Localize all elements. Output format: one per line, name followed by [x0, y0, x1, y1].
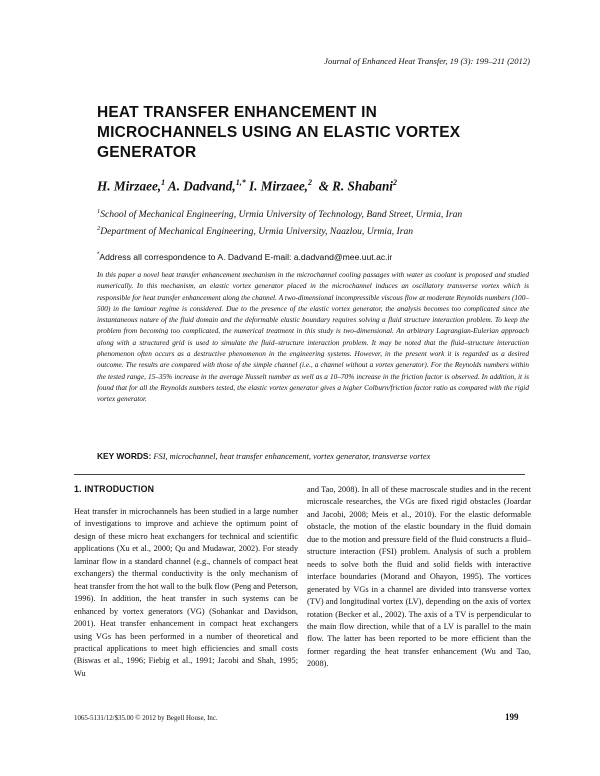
author-4-affil: 2	[392, 178, 397, 187]
author-1-affil: 1	[161, 178, 166, 187]
affiliation-1-text: School of Mechanical Engineering, Urmia University of Technology, Band Street, Urmia, Iran	[100, 209, 463, 221]
author-3: I. Mirzaee,	[249, 178, 308, 194]
correspondence-marker: *	[97, 252, 100, 259]
affiliation-1-marker: 1	[97, 208, 101, 215]
keywords-list: FSI, microchannel, heat transfer enhancement, vortex generator, transverse vortex	[153, 452, 431, 461]
page-number: 199	[505, 712, 519, 722]
intro-column-right: and Tao, 2008). In all of these macroscale studies and in the recent microscale researches, the VGs are fixed rigid obstacles (Joardar and Jacobi, 2008; Meis et al., 2010). For the elastic deformable obstacle, the motion of the elastic boundary in the fluid domain due to the motion and pressure field of the fluid constructs a fluid–structure interaction (FSI) problem. Analysis of such a problem needs to solve both the fluid and solid fields with interactive interface boundaries (Morand and Ohayon, 1995). The vortices generated by VGs in a channel are divided into transverse vortex (TV) and longitudinal vortex (LV), depending on the axis of vortex rotation (Becker et al., 2002). The axis of a TV is perpendicular to the main flow direction, while that of a LV is parallel to the main flow. The latter has been reported to be more efficient than the former regarding the heat transfer enhancement (Wu and Tao, 2008).	[307, 485, 531, 669]
author-list	[97, 178, 397, 194]
affiliation-2-text: Department of Mechanical Engineering, Urmia University, Naazlou, Urmia, Iran	[100, 226, 414, 238]
paper-title: HEAT TRANSFER ENHANCEMENT IN MICROCHANNELS USING AN ELASTIC VORTEX GENERATOR	[97, 104, 461, 161]
author-2-affil: 1,*	[235, 178, 246, 187]
affiliation-1	[97, 208, 462, 220]
author-3-affil: 2	[307, 178, 312, 187]
section-divider	[74, 474, 525, 475]
author-2: A. Dadvand,	[167, 178, 236, 194]
keywords	[97, 451, 430, 461]
section-heading-introduction: 1. INTRODUCTION	[74, 484, 155, 494]
keywords-label: KEY WORDS:	[97, 451, 152, 461]
journal-reference: Journal of Enhanced Heat Transfer, 19 (3): 199–211 (2012)	[324, 56, 530, 66]
intro-column-left: Heat transfer in microchannels has been studied in a large number of investigations to improve and achieve the optimum point of design of these micro heat exchangers for technical and scientific applications (Xu et al., 2000; Qu and Mudawar, 2002). For steady laminar flow in a standard channel (e.g., channels of compact heat exchangers) the thermal conductivity is the only mechanism of heat transfer from the hot wall to the bulk flow (Peng and Peterson, 1996). In addition, the heat transfer in such systems can be enhanced by vortex generators (VG) (Sohankar and Davidson, 2001). Heat transfer enhancement in compact heat exchangers using VGs has been performed in a number of theoretical and practical applications to meet high efficiencies and small costs (Biswas et al., 1996; Fiebig et al., 1991; Jacobi and Shah, 1995; Wu	[74, 507, 298, 678]
abstract: In this paper a novel heat transfer enhancement mechanism in the microchannel cooling passages with water as coolant is proposed and studied numerically. In this mechanism, an elastic vortex generator placed in the microchannel induces an oscillatory transverse vortex which is responsible for heat transfer enhancement along the channel. A two-dimensional incompressible viscous flow at moderate Reynolds numbers (100–500) in the laminar regime is considered. Due to the presence of the elastic vortex generator, the analysis becomes too complicated since the instantaneous nature of the fluid domain and the deformable elastic boundary requires solving a fluid structure interaction problem. To keep the problem from becoming too complicated, the numerical treatment in this study is two-dimensional. An arbitrary Lagrangian-Eulerian approach along with a structured grid is used to simulate the fluid–structure interaction problem. It may be noted that the fluid–structure interaction phenomenon often occurs as a destructive phenomenon in the engineering systems. However, in the present work it is regarded as a desired outcome. The results are compared with those of the simple channel (i.e., a channel without a vortex generator). For the Reynolds numbers within the tested range, 15–35% increase in the average Nusselt number as well as a 10–70% increase in the friction factor is observed. In addition, it is found that for all the Reynolds numbers tested, the elastic vortex generator gives a higher Colburn/friction factor ratio as compared with the rigid vortex generator.	[97, 270, 529, 404]
author-4: & R. Shabani	[318, 178, 393, 194]
correspondence-text: Address all correspondence to A. Dadvand E-mail: a.dadvand@mee.uut.ac.ir	[99, 252, 393, 262]
correspondence-note	[97, 252, 392, 262]
author-1: H. Mirzaee,	[97, 178, 162, 194]
affiliation-2	[97, 225, 413, 237]
affiliation-2-marker: 2	[97, 225, 101, 232]
footer-copyright: 1065-5131/12/$35.00 © 2012 by Begell House, Inc.	[74, 715, 218, 722]
